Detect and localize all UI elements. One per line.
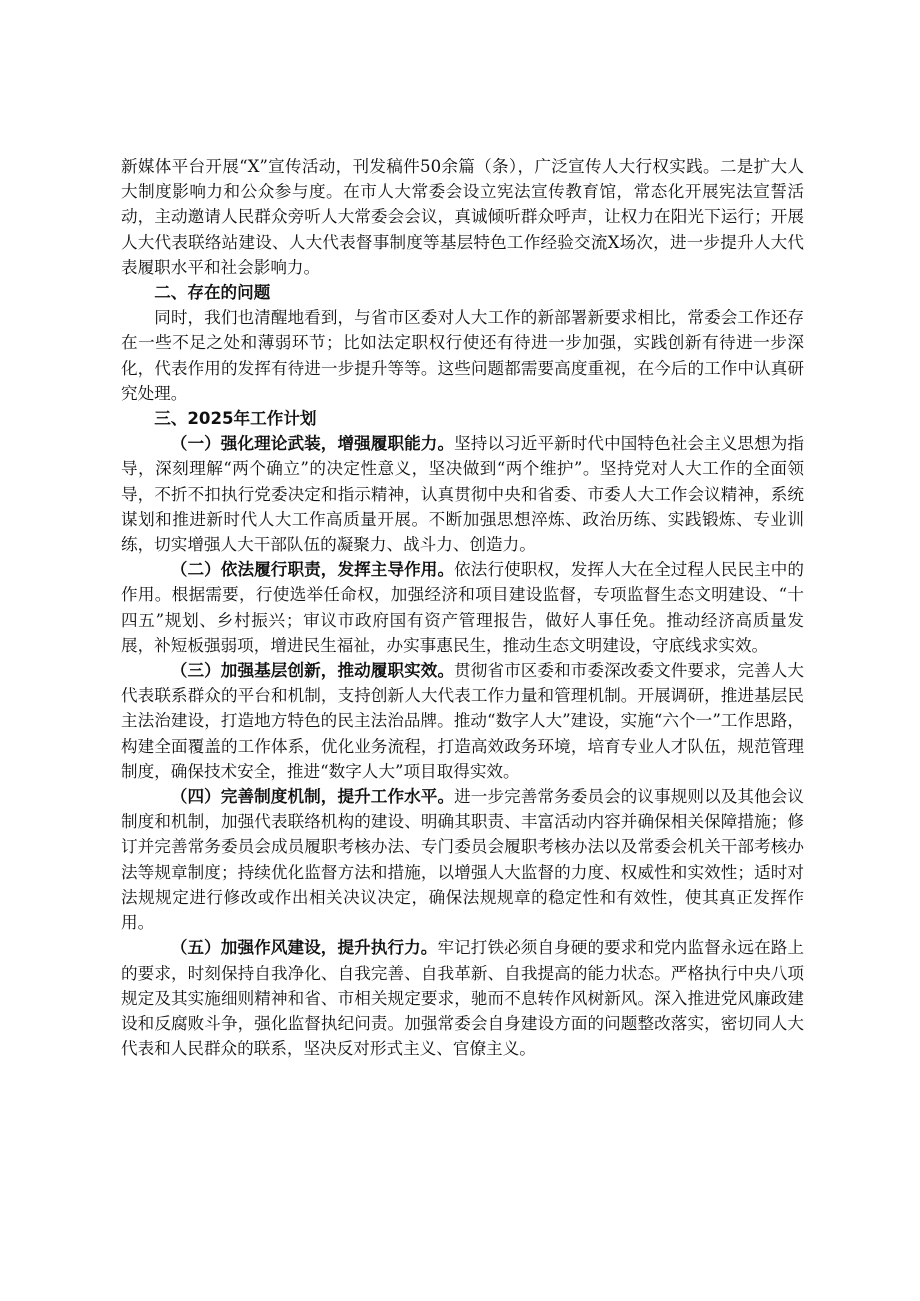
plan-item-2 bbox=[121, 557, 804, 658]
plan-item-2-body: 依法行使职权，发挥人大在全过程人民民主中的作用。根据需要，行使选举任命权，加强经济和项目建设监督，专项监督生态文明建设、“十四五”规划、乡村振兴；审议市政府国有资产管理报告，做好人事任免。推动经济高质量发展，补短板强弱项，增进民生福祉，办实事惠民生，推动生态文明建设，守底线求实效。 bbox=[121, 560, 805, 655]
plan-item-1-body: 坚持以习近平新时代中国特色社会主义思想为指导，深刻理解“两个确立”的决定性意义，坚决做到“两个维护”。坚持党对人大工作的全面领导，不折不扣执行党委决定和指示精神，认真贯彻中央和省委、市委人大工作会议精神，系统谋划和推进新时代人大工作高质量开展。不断加强思想淬炼、政治历练、实践锻炼、专业训练，切实增强人大干部队伍的凝聚力、战斗力、创造力。 bbox=[121, 434, 805, 555]
section-heading-plan: 三、2025年工作计划 bbox=[154, 409, 317, 429]
section-heading-problems: 二、存在的问题 bbox=[154, 283, 271, 303]
plan-item-4-body: 进一步完善常务委员会的议事规则以及其他会议制度和机制，加强代表联络机构的建设、明确其职责、丰富活动内容并确保相关保障措施；修订并完善常务委员会成员履职考核办法、专门委员会履职考核办法以及常委会机关干部考核办法等规章制度；持续优化监督方法和措施，以增强人大监督的力度、权威性和实效性；适时对法规规定进行修改或作出相关决议决定，确保法规规章的稳定性和有效性，使其真正发挥作用。 bbox=[121, 787, 805, 933]
plan-item-3-lead: （三）加强基层创新，推动履职实效。 bbox=[170, 661, 455, 681]
document-page bbox=[121, 154, 804, 1061]
plan-item-3 bbox=[121, 658, 804, 784]
plan-item-3-body: 贯彻省市区委和市委深改委文件要求，完善人大代表联系群众的平台和机制，支持创新人大代表工作力量和管理机制。开展调研，推进基层民主法治建设，打造地方特色的民主法治品牌。推动“数字人大”建设，实施“六个一”工作思路，构建全面覆盖的工作体系，优化业务流程，打造高效政务环境，培育专业人才队伍，规范管理制度，确保技术安全，推进“数字人大”项目取得实效。 bbox=[121, 661, 805, 781]
plan-item-5-body: 牢记打铁必须自身硬的要求和党内监督永远在路上的要求，时刻保持自我净化、自我完善、自我革新、自我提高的能力状态。严格执行中央八项规定及其实施细则精神和省、市相关规定要求，驰而不息转作风树新风。深入推进党风廉政建设和反腐败斗争，强化监督执纪问责。加强常委会自身建设方面的问题整改落实，密切同人大代表和人民群众的联系，坚决反对形式主义、官僚主义。 bbox=[121, 938, 805, 1059]
plan-item-5 bbox=[121, 935, 804, 1061]
plan-item-4 bbox=[121, 784, 804, 935]
continued-paragraph: 新媒体平台开展“X”宣传活动，刊发稿件50余篇（条），广泛宣传人大行权实践。二是扩大人大制度影响力和公众参与度。在市人大常委会设立宪法宣传教育馆，常态化开展宪法宣誓活动，主动邀请人民群众旁听人大常委会会议，真诚倾听群众呼声，让权力在阳光下运行；开展人大代表联络站建设、人大代表督事制度等基层特色工作经验交流X场次，进一步提升人大代表履职水平和社会影响力。 bbox=[121, 157, 804, 277]
plan-item-4-lead: （四）完善制度机制，提升工作水平。 bbox=[170, 787, 455, 807]
plan-item-1 bbox=[121, 431, 804, 557]
problems-paragraph: 同时，我们也清醒地看到，与省市区委对人大工作的新部署新要求相比，常委会工作还存在一些不足之处和薄弱环节；比如法定职权行使还有待进一步加强，实践创新有待进一步深化，代表作用的发挥有待进一步提升等等。这些问题都需要高度重视，在今后的工作中认真研究处理。 bbox=[121, 308, 804, 403]
plan-item-5-lead: （五）加强作风建设，提升执行力。 bbox=[170, 938, 438, 958]
plan-item-1-lead: （一）强化理论武装，增强履职能力。 bbox=[170, 434, 455, 454]
plan-item-2-lead: （二）依法履行职责，发挥主导作用。 bbox=[170, 560, 455, 580]
